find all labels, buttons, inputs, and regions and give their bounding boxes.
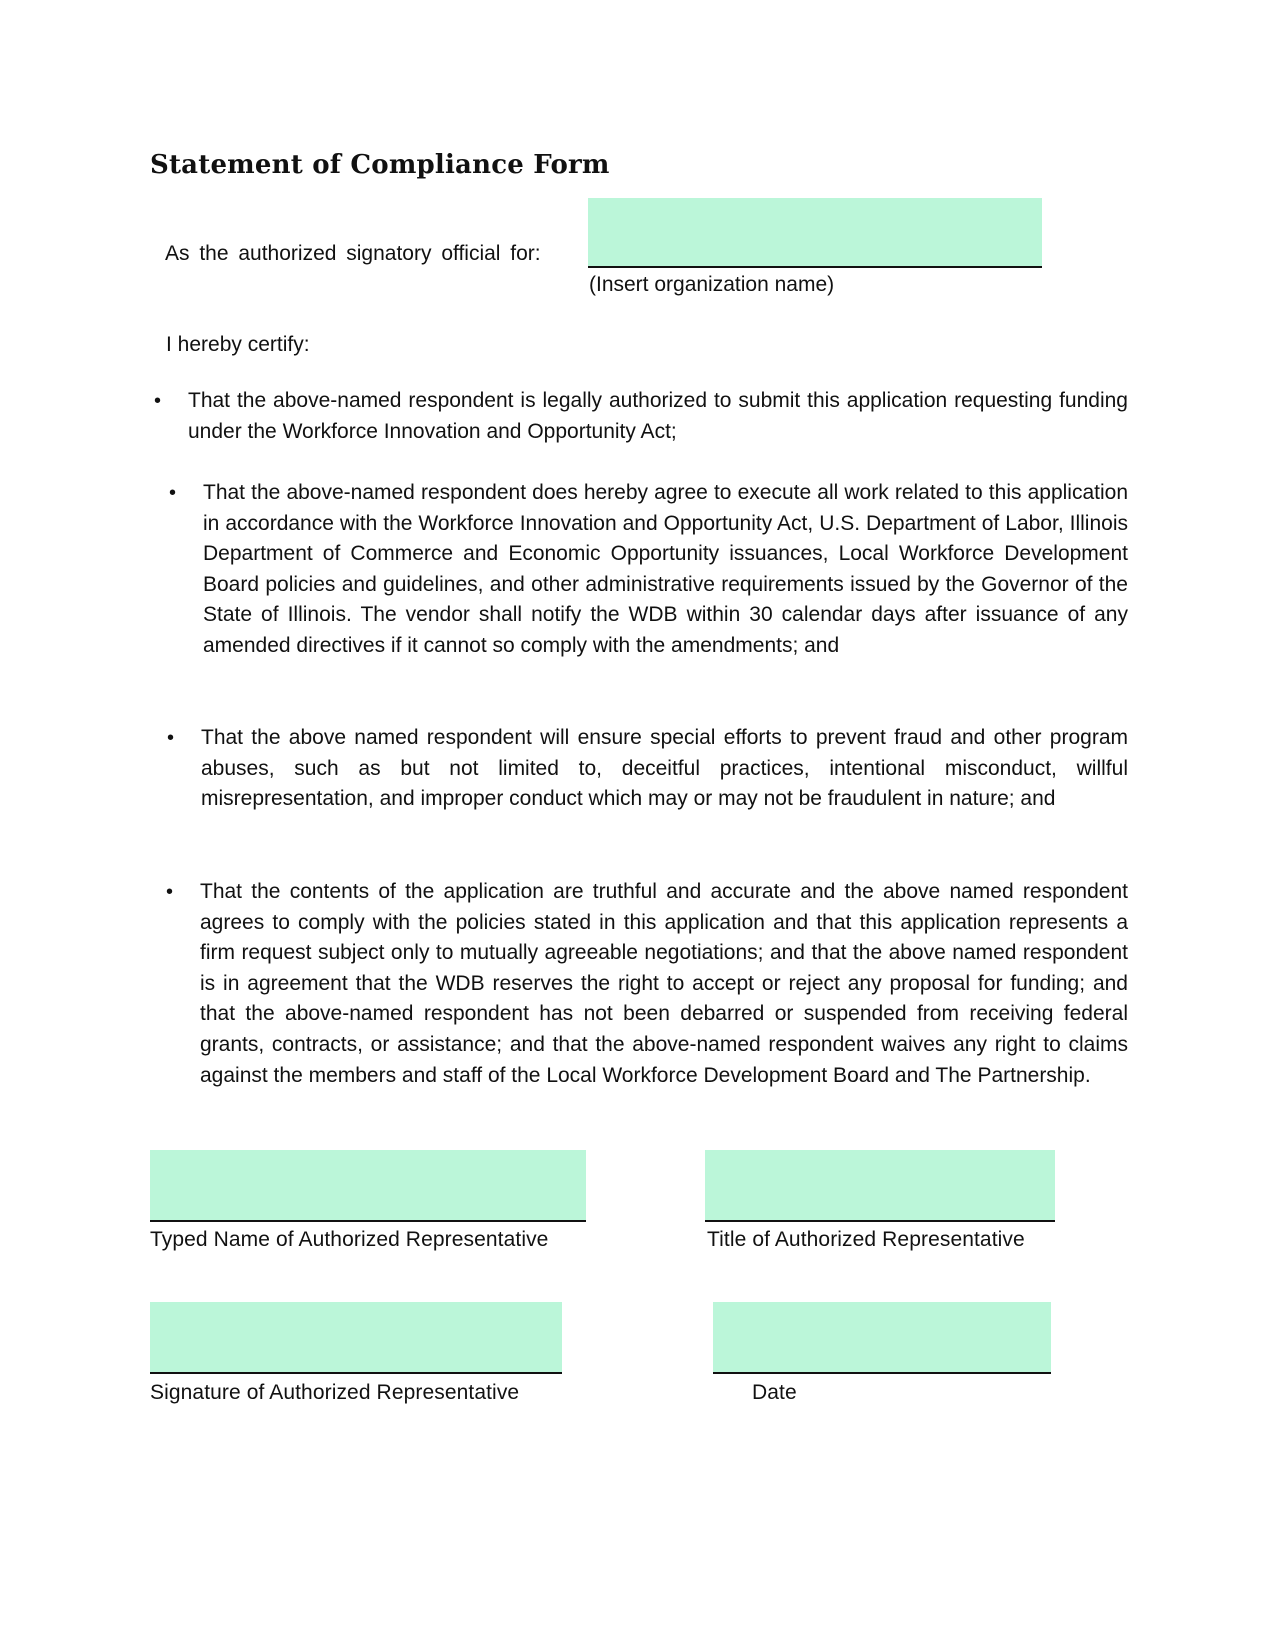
certification-text: That the contents of the application are truthful and accurate and the above named respondent agrees to comply with the policies stated in this application and that this application represents a firm request subject only to mutually agreeable negotiations; and that the above named respondent is in agreement that the WDB reserves the right to accept or reject any proposal for funding; and that the above-named respondent has not been debarred or suspended from receiving federal grants, contracts, or assistance; and that the above-named respondent waives any right to claims against the members and staff of the Local Workforce Development Board and The Partnership. [200, 880, 1128, 1087]
typed-name-input[interactable] [150, 1150, 586, 1220]
bullet-icon: • [154, 390, 162, 412]
date-field-box [713, 1302, 1051, 1374]
bullet-icon: • [166, 881, 174, 903]
certification-text: That the above-named respondent is legally authorized to submit this application requesting funding under the Workforce Innovation and Opportunity Act; [188, 389, 1128, 443]
date-input[interactable] [713, 1302, 1051, 1372]
signature-label: Signature of Authorized Representative [150, 1381, 520, 1404]
bullet-icon: • [167, 727, 175, 749]
signature-field-box [150, 1302, 562, 1374]
date-label: Date [752, 1381, 797, 1404]
typed-name-field-box [150, 1150, 586, 1222]
certification-bullet [166, 877, 1128, 1091]
certification-bullet [169, 478, 1128, 662]
typed-name-label: Typed Name of Authorized Representative [150, 1228, 549, 1251]
certification-text: That the above named respondent will ensure special efforts to prevent fraud and other program abuses, such as but not limited to, deceitful practices, intentional misconduct, willful misrepresentation, and improper conduct which may or may not be fraudulent in nature; and [201, 726, 1128, 811]
org-name-hint: (Insert organization name) [589, 273, 835, 296]
bullet-icon: • [169, 482, 177, 504]
certify-intro: I hereby certify: [166, 333, 310, 356]
title-input[interactable] [705, 1150, 1055, 1220]
form-title: Statement of Compliance Form [150, 150, 610, 180]
title-field-box [705, 1150, 1055, 1222]
certification-bullet [167, 723, 1128, 815]
org-label: As the authorized signatory official for: [165, 242, 541, 265]
certification-bullet [154, 386, 1128, 447]
org-name-field-box [588, 198, 1042, 268]
title-label: Title of Authorized Representative [707, 1228, 1025, 1251]
org-name-input[interactable] [588, 198, 1042, 266]
signature-input[interactable] [150, 1302, 562, 1372]
certification-text: That the above-named respondent does hereby agree to execute all work related to this application in accordance with the Workforce Innovation and Opportunity Act, U.S. Department of Labor, Illinois Department of Commerce and Economic Opportunity issuances, Local Workforce Development Board policies and guidelines, and other administrative requirements issued by the Governor of the State of Illinois. The vendor shall notify the WDB within 30 calendar days after issuance of any amended directives if it cannot so comply with the amendments; and [203, 481, 1128, 657]
